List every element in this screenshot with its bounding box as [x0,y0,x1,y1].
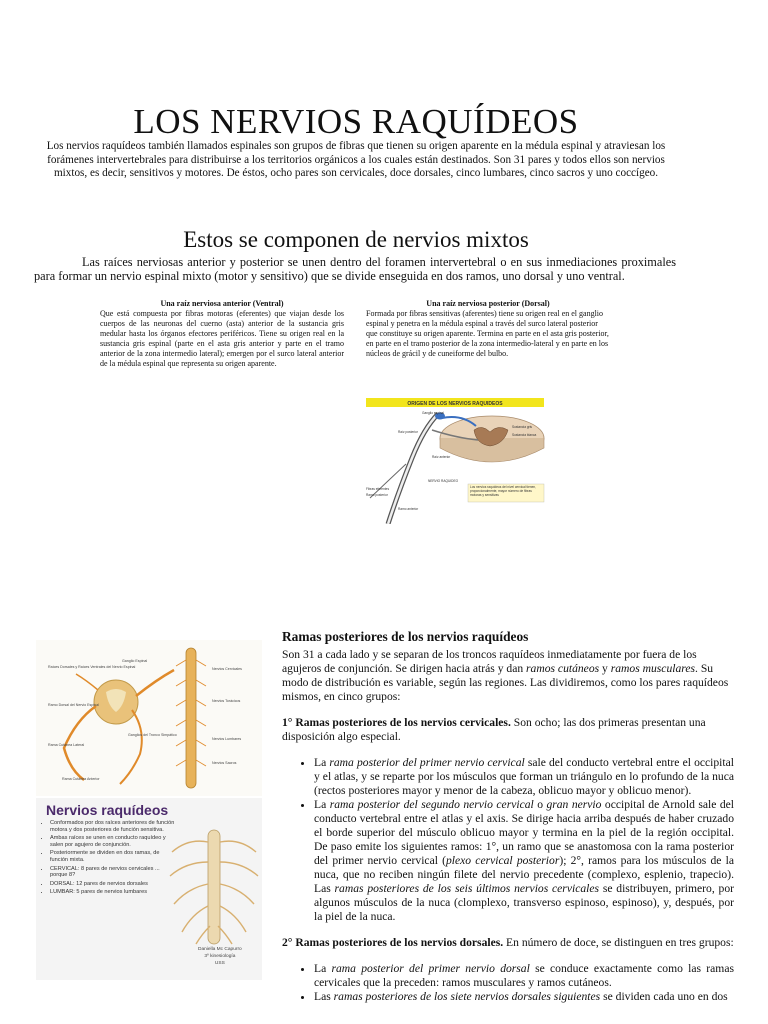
dorsal-list [282,962,734,1004]
ramas-intro: Son 31 a cada lado y se separan de los troncos raquídeos inmediatamente por fuera de los agujeros de conjunción. Se dirigen hacia atrás y dan ramos cutáneos y ramos musculares. Su modo de distribución es variable, según las regiones. Las dividiremos, como los pares raquídeos mismos, en cinco grupos: [282,648,729,703]
svg-text:Raíz posterior: Raíz posterior [398,430,418,434]
figure-nerve-origin [362,398,548,524]
svg-text:Nervios Lumbares: Nervios Lumbares [212,737,242,741]
list-item: • La rama posterior del primer nervio cervical sale del conducto vertebral entre el occipital y el atlas, y se reparte por los músculos que forman un triángulo en lo profundo de la nuca (rectos posteriores mayor y menor de la cabeza, oblicuo mayor y oblicuo menor). [314,756,734,798]
svg-text:Nervios Torácicos: Nervios Torácicos [212,699,241,703]
slide-bullet: • LUMBAR: 5 pares de nervios lumbares [50,889,178,896]
svg-text:Ganglio Espinal: Ganglio Espinal [122,659,148,663]
svg-text:Rama Cutánea Lateral: Rama Cutánea Lateral [48,743,85,747]
cervical-list [282,756,734,924]
svg-text:NERVIO RAQUIDEO: NERVIO RAQUIDEO [428,479,459,483]
slide-bullet: • DORSAL: 12 pares de nervios dorsales [50,881,178,888]
svg-text:Ganglios del Tronco Simpático: Ganglios del Tronco Simpático [128,733,177,737]
svg-text:Raíz anterior: Raíz anterior [432,455,451,459]
slide-bullet: • Ambas raíces se unen en conducto raquídeo y salen por agujero de conjunción. [50,835,178,848]
spinal-ganglia-illustration [36,640,262,796]
column-anterior-root [100,299,344,369]
cervical-intro: 1° Ramas posteriores de los nervios cervicales. Son ocho; las dos primeras presentan una disposición algo especial. [282,716,706,743]
slide-title: Nervios raquídeos [46,802,169,818]
svg-text:Ramo anterior: Ramo anterior [398,507,419,511]
list-item: • Las ramas posteriores de los siete nervios dorsales siguientes se dividen cada uno en dos [314,990,734,1004]
svg-text:Ganglio espinal: Ganglio espinal [422,411,444,415]
anterior-root-text: Que está compuesta por fibras motoras (eferentes) que viajan desde los cuerpos de las neuronas del cuerno (asta) anterior de la sustancia gris medular hasta los órganos efectores periféricos. Tiene su origen real en la sustancia gris espinal (parte en el asta gris anterior y parte en el tramo anterior de la zona intermedio lateral); emergen por el surco lateral anterior de la médula espinal que representa su origen aparente. [100,309,344,368]
ramas-heading: Ramas posteriores de los nervios raquídeos [282,629,529,644]
anterior-root-heading: Una raíz nerviosa anterior (Ventral) [160,299,284,308]
spinal-column [186,648,196,788]
svg-text:Sustancia gris: Sustancia gris [512,425,533,429]
mixtos-paragraph: Las raíces nerviosas anterior y posterior se unen dentro del foramen intervertebral o en sus inmediaciones proximales para formar un nervio espinal mixto (motor y sensitivo) que se divide enseguida en dos ramos, uno dorsal y uno ventral. [34,255,676,283]
figure-nervios-slide [36,798,262,980]
list-item: • La rama posterior del segundo nervio cervical o gran nervio occipital de Arnold sale del conducto vertebral entre el atlas y el axis. Se dirige hacia arriba después de haber cruzado el borde superior del músculo oblicuo mayor y termina en la piel de la región occipital. De paso emite los siguientes ramos: 1°, un ramo que se anastomosa con la rama posterior del primer nervio cervical (plexo cervical posterior); 2°, ramos para los músculos de la nuca, que no reciben ningún filete del nervio precedente (complexo, esplenio, trapecio). Las ramas posteriores de los seis últimos nervios cervicales se distribuyen, primero, por algunos músculos de la nuca (clomplexo, transverso espinoso, espinoso), y, después, por la piel de la nuca. [314,798,734,924]
spine-illustration [166,828,262,946]
origin-banner-text: ORIGEN DE LOS NERVIOS RAQUIDEOS [407,400,503,407]
column-posterior-root [366,299,610,359]
svg-text:Nervios Sacros: Nervios Sacros [212,761,237,765]
posterior-root-text: Formada por fibras sensitivas (aferentes) tiene su origen real en el ganglio espinal y penetra en la médula espinal a través del surco lateral posterior que constituye su origen aparente. Termina en parte en el asta gris posterior, en parte en el tramo posterior de la zona intermedio-lateral y en parte en los núcleos de grácil y de cuneiforme del bulbo. [366,309,609,358]
svg-text:Fibras eferentes: Fibras eferentes [366,487,390,491]
page-title: LOS NERVIOS RAQUÍDEOS [133,102,579,141]
slide-bullet: • CERVICAL: 8 pares de nervios cervicales ... porque 8? [50,866,178,879]
svg-text:Rama Cutánea Anterior: Rama Cutánea Anterior [62,777,100,781]
ramas-posteriores-section [282,629,734,1004]
slide-bullet: • Conformados por dos raíces anteriores de función motora y dos posteriores de función sensitiva. [50,820,178,833]
slide-bullet: • Posteriormente se dividen en dos ramas, de función mixta. [50,850,178,863]
dorsal-intro: 2° Ramas posteriores de los nervios dorsales. En número de doce, se distinguen en tres grupos: [282,936,734,949]
slide-bullets [38,820,178,898]
svg-text:Ramo Dorsal del Nervio Espinal: Ramo Dorsal del Nervio Espinal [48,703,99,707]
posterior-root-heading: Una raíz nerviosa posterior (Dorsal) [426,299,550,308]
figure-spinal-ganglia [36,640,262,796]
svg-text:Sustancia blanca: Sustancia blanca [512,433,537,437]
nerve-origin-illustration [362,398,548,524]
origin-note: Los nervios raquídeos del nivel cervical tienen, proporcionalmente, mayor número de fibras motoras y sensitivas [470,485,537,497]
svg-text:Ramo posterior: Ramo posterior [366,493,388,497]
slide-signature: Daniella Mc Capurro 3º kinesiología USS [198,947,242,966]
svg-text:Raíces Dorsales y Raíces Ventr: Raíces Dorsales y Raíces Ventrales del Nervio Espinal [48,665,136,669]
svg-text:Nervios Cervicales: Nervios Cervicales [212,667,242,671]
section-heading-mixtos: Estos se componen de nervios mixtos [183,227,529,252]
list-item: • La rama posterior del primer nervio dorsal se conduce exactamente como las ramas cervicales que la preceden: ramos musculares y ramos cutáneos. [314,962,734,990]
intro-paragraph: Los nervios raquídeos también llamados espinales son grupos de fibras que tienen su origen aparente en la médula espinal y atraviesan los forámenes intervertebrales para distribuirse a los territorios orgánicos a los cuales están destinados. Son 31 pares y todos ellos son nervios mixtos, es decir, sensitivos y motores. De éstos, ocho pares son cervicales, doce dorsales, cinco lumbares, cinco sacros y uno coccígeo. [46,140,666,179]
